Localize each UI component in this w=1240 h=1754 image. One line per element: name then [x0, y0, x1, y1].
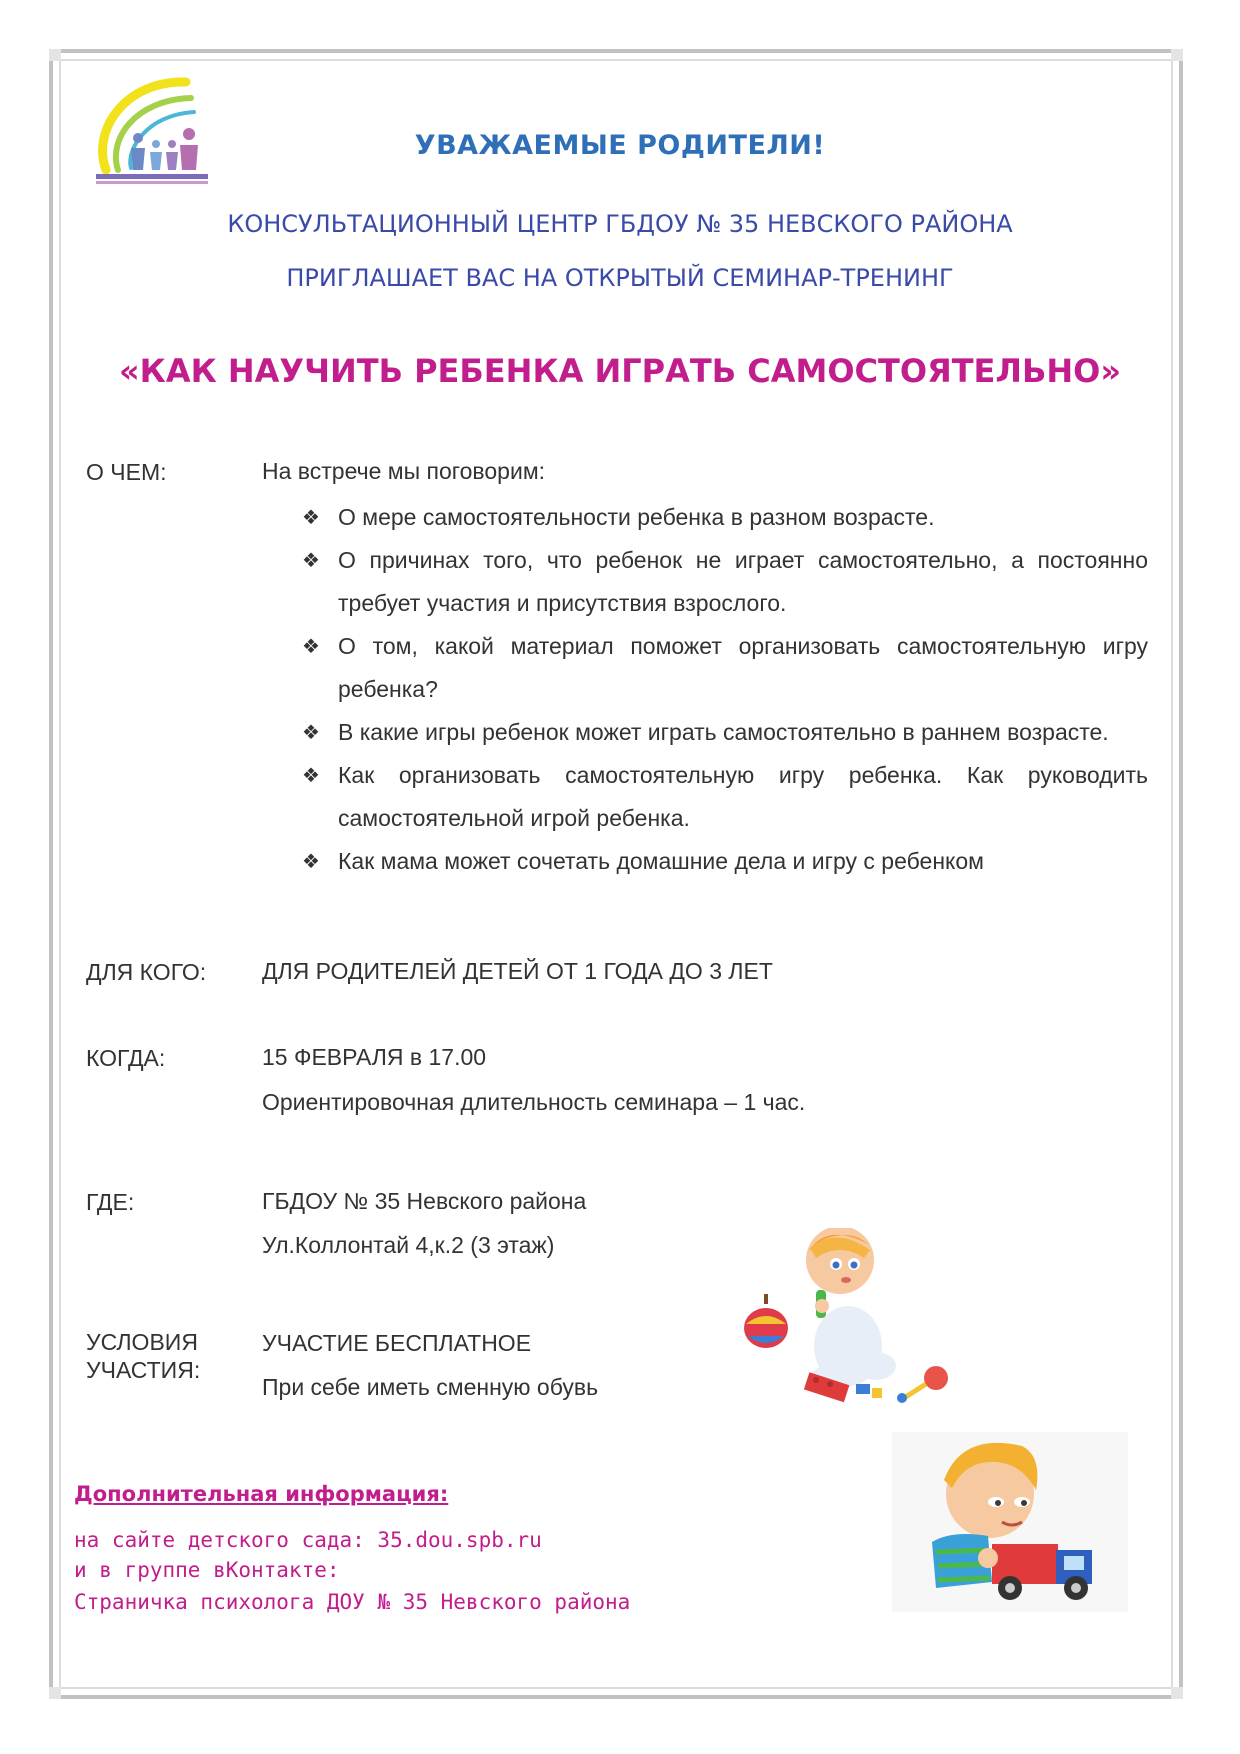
- boy-with-truck-illustration: [892, 1432, 1128, 1612]
- psychologist-page-line: Страничка психолога ДОУ № 35 Невского района: [74, 1590, 631, 1614]
- conditions-label-1: УСЛОВИЯ: [86, 1329, 198, 1355]
- event-duration: Ориентировочная длительность семинара – 1 час.: [262, 1089, 806, 1115]
- venue-address: Ул.Коллонтай 4,к.2 (3 этаж): [262, 1232, 555, 1258]
- list-item: ❖ О мере самостоятельности ребенка в разном возрасте.: [302, 496, 1148, 539]
- list-item: ❖ В какие игры ребенок может играть самостоятельно в раннем возрасте.: [302, 711, 1148, 754]
- extra-info-heading: Дополнительная информация:: [74, 1482, 449, 1506]
- list-item: ❖ О том, какой материал поможет организовать самостоятельную игру ребенка?: [302, 625, 1148, 711]
- diamond-bullet-icon: ❖: [302, 849, 320, 873]
- frame-corner: [49, 1687, 61, 1699]
- vk-group-line: и в группе вКонтакте:: [74, 1558, 340, 1582]
- greeting-heading: УВАЖАЕМЫЕ РОДИТЕЛИ!: [414, 130, 826, 161]
- diamond-bullet-icon: ❖: [302, 634, 320, 658]
- event-date: 15 ФЕВРАЛЯ в 17.00: [262, 1044, 487, 1070]
- list-item: ❖ Как организовать самостоятельную игру ребенка. Как руководить самостоятельной игрой ребенка.: [302, 754, 1148, 840]
- venue-name: ГБДОУ № 35 Невского района: [262, 1188, 587, 1214]
- conditions-label-2: УЧАСТИЯ:: [86, 1357, 201, 1383]
- invitation-line: ПРИГЛАШАЕТ ВАС НА ОТКРЫТЫЙ СЕМИНАР-ТРЕНИНГ: [286, 264, 954, 292]
- participation-note: При себе иметь сменную обувь: [262, 1374, 599, 1400]
- diamond-bullet-icon: ❖: [302, 720, 320, 744]
- when-label: КОГДА:: [86, 1045, 166, 1071]
- website-line: на сайте детского сада: 35.dou.spb.ru: [74, 1528, 542, 1552]
- about-intro: На встрече мы поговорим:: [262, 458, 546, 484]
- participation-price: УЧАСТИЕ БЕСПЛАТНОЕ: [262, 1330, 532, 1356]
- diamond-bullet-icon: ❖: [302, 505, 320, 529]
- frame-corner: [1171, 1687, 1183, 1699]
- topics-list: [302, 496, 1148, 883]
- list-item: ❖ О причинах того, что ребенок не играет самостоятельно, а постоянно требует участия и присутствия взрослого.: [302, 539, 1148, 625]
- child-with-toys-illustration: [736, 1228, 962, 1410]
- seminar-title: «КАК НАУЧИТЬ РЕБЕНКА ИГРАТЬ САМОСТОЯТЕЛЬНО»: [118, 352, 1122, 390]
- frame-corner: [49, 49, 61, 61]
- where-label: ГДЕ:: [86, 1189, 135, 1215]
- list-item: ❖ Как мама может сочетать домашние дела и игру с ребенком: [302, 840, 1148, 883]
- audience-label: ДЛЯ КОГО:: [86, 959, 207, 985]
- about-label: О ЧЕМ:: [86, 459, 167, 485]
- audience-value: ДЛЯ РОДИТЕЛЕЙ ДЕТЕЙ ОТ 1 ГОДА ДО 3 ЛЕТ: [262, 958, 773, 984]
- diamond-bullet-icon: ❖: [302, 548, 320, 572]
- organizer-line: КОНСУЛЬТАЦИОННЫЙ ЦЕНТР ГБДОУ № 35 НЕВСКОГО РАЙОНА: [227, 210, 1013, 238]
- diamond-bullet-icon: ❖: [302, 763, 320, 787]
- frame-corner: [1171, 49, 1183, 61]
